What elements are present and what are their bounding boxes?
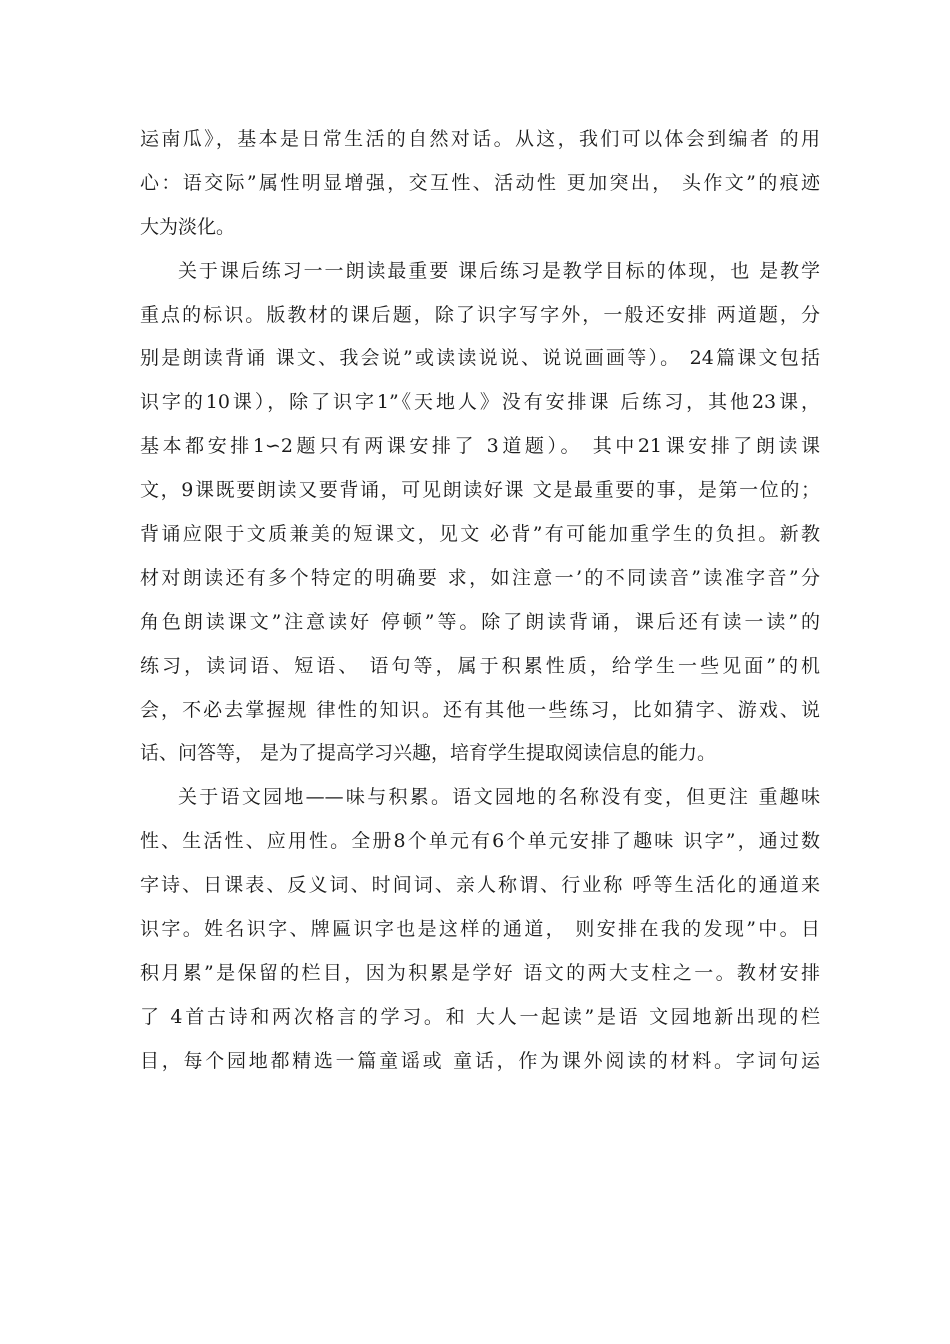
text-line: 别是朗读背诵 课文、我会说”或读读说说、说说画画等）。 24篇课文包括 — [140, 347, 820, 370]
text-line: 性、生活性、应用性。全册8个单元有6个单元安排了趣味 识字”，通过数 — [140, 830, 820, 853]
text-line: 角色朗读课文”注意读好 停顿”等。除了朗读背诵，课后还有读一读”的 — [140, 610, 820, 633]
body-text — [140, 118, 820, 1084]
text-line: 话、问答等， 是为了提高学习兴趣，培育学生提取阅读信息的能力。 — [140, 742, 717, 765]
text-line: 运南瓜》，基本是日常生活的自然对话。从这，我们可以体会到编者 的用 — [140, 128, 820, 150]
text-line: 基本都安排1∽2题只有两课安排了 3道题）。 其中21课安排了朗读课 — [140, 435, 820, 458]
text-line: 目，每个园地都精选一篇童谣或 童话，作为课外阅读的材料。字词句运 — [140, 1049, 820, 1072]
text-line: 重点的标识。版教材的课后题，除了识字写字外，一般还安排 两道题，分 — [140, 303, 820, 326]
text-line: 大为淡化。 — [140, 215, 236, 238]
text-line: 了 4首古诗和两次格言的学习。和 大人一起读”是语 文园地新出现的栏 — [140, 1005, 820, 1028]
text-line: 背诵应限于文质兼美的短课文，见文 必背”有可能加重学生的负担。新教 — [140, 523, 820, 546]
text-line: 心：语交际”属性明显增强，交互性、活动性 更加突出， 头作文”的痕迹 — [140, 171, 820, 194]
text-line: 材对朗读还有多个特定的明确要 求，如注意一’的不同读音”读准字音”分 — [140, 566, 820, 589]
text-line: 字诗、日课表、反义词、时间词、亲人称谓、行业称 呼等生活化的通道来 — [140, 874, 820, 897]
text-line: 会，不必去掌握规 律性的知识。还有其他一些练习，比如猜字、游戏、说 — [140, 698, 820, 721]
text-line: 练习，读词语、短语、 语句等，属于积累性质，给学生一些见面”的机 — [140, 654, 820, 677]
text-line: 识字的10课），除了识字1”《天地人》没有安排课 后练习，其他23课， — [140, 391, 820, 414]
text-line: 关于课后练习一一朗读最重要 课后练习是教学目标的体现，也 是教学 — [178, 259, 820, 282]
text-line: 关于语文园地——味与积累。语文园地的名称没有变，但更注 重趣味 — [178, 786, 820, 809]
text-line: 积月累”是保留的栏目，因为积累是学好 语文的两大支柱之一。教材安排 — [140, 961, 820, 984]
text-line: 文，9课既要朗读又要背诵，可见朗读好课 文是最重要的事，是第一位的； — [140, 479, 820, 502]
text-line: 识字。姓名识字、牌匾识字也是这样的通道， 则安排在我的发现”中。日 — [140, 918, 820, 941]
